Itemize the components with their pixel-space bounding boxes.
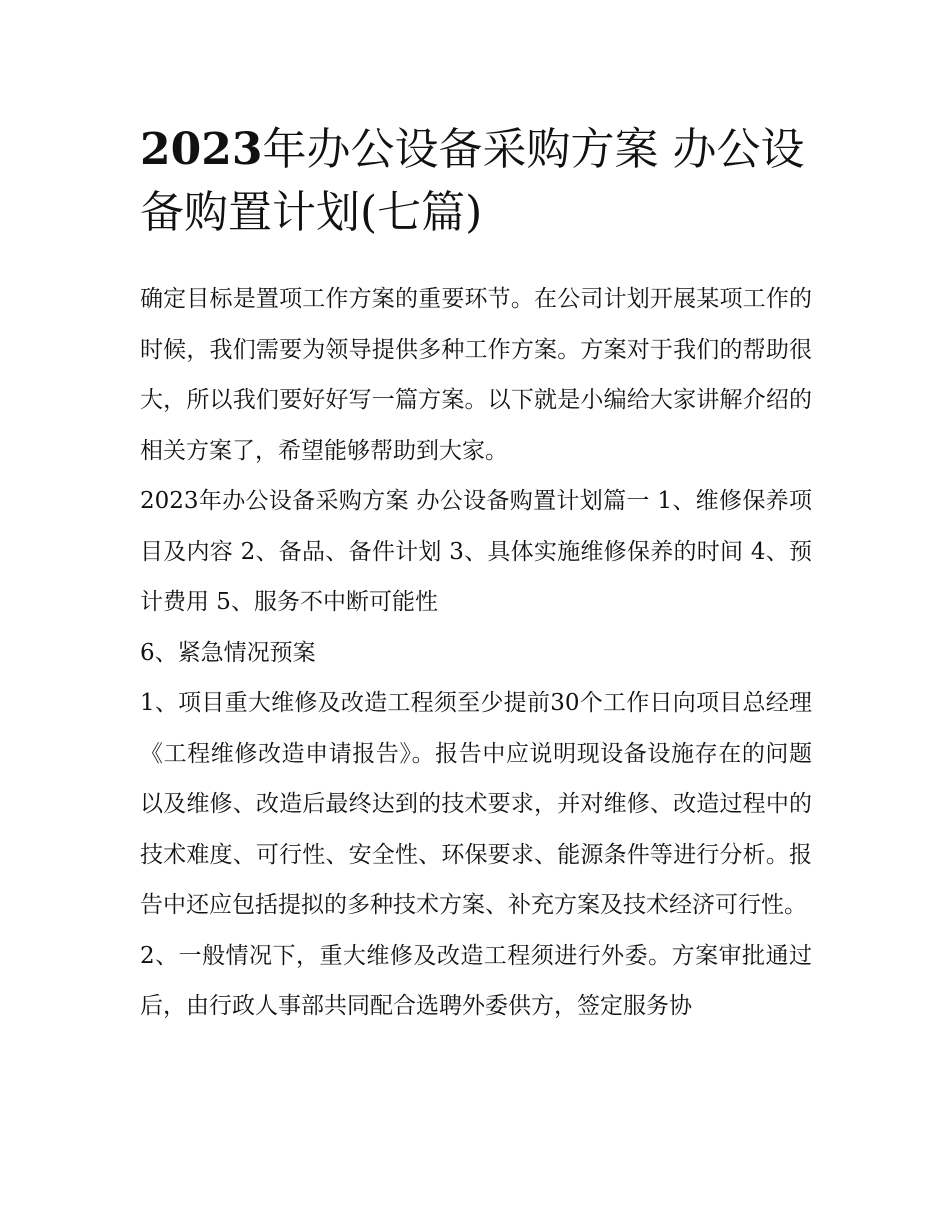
document-title — [140, 118, 812, 244]
title-year: 2023 — [140, 124, 263, 175]
title-text: 年办公设备采购方案 办公设备购置计划(七篇) — [140, 124, 805, 238]
intro-paragraph: 确定目标是置项工作方案的重要环节。在公司计划开展某项工作的时候，我们需要为领导提供多种工作方案。方案对于我们的帮助很大，所以我们要好好写一篇方案。以下就是小编给大家讲解介绍的相关方案了，希望能够帮助到大家。 — [140, 286, 812, 464]
section-paragraph-4: 2、一般情况下，重大维修及改造工程须进行外委。方案审批通过后，由行政人事部共同配合选聘外委供方，签定服务协 — [140, 942, 812, 1019]
section-paragraph-2: 6、紧急情况预案 — [140, 639, 316, 666]
paragraph-list — [140, 274, 812, 1032]
section-paragraph-1: 2023年办公设备采购方案 办公设备购置计划篇一 1、维修保养项目及内容 2、备品、备件计划 3、具体实施维修保养的时间 4、预计费用 5、服务不中断可能性 — [140, 488, 812, 615]
section-paragraph-3: 1、项目重大维修及改造工程须至少提前30个工作日向项目总经理《工程维修改造申请报告》。报告中应说明现设备设施存在的问题以及维修、改造后最终达到的技术要求，并对维修、改造过程中的技术难度、可行性、安全性、环保要求、能源条件等进行分析。报告中还应包括提拟的多种技术方案、补充方案及技术经济可行性。 — [140, 690, 812, 918]
document-body — [140, 118, 812, 1032]
